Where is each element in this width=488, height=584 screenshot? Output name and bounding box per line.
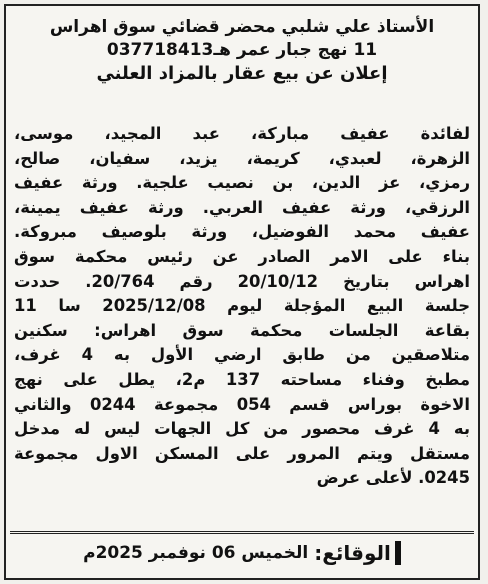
- body-line: متلاصقين من طابق ارضي الأول به 4 غرف،: [14, 345, 470, 365]
- body-line: جلسة البيع المؤجلة ليوم 2025/12/08 سا 11: [14, 296, 470, 316]
- body-line: عفيف محمد الفوضيل، ورثة بلوصيف مبروكة.: [14, 222, 470, 242]
- bailiff-address: 11 نهج جبار عمر هـ037718413: [106, 40, 378, 60]
- body-line: بقاعة الجلسات محكمة سوق اهراس: سكنين: [14, 320, 470, 340]
- body-line: الرزقي، ورثة عفيف العربي. ورثة عفيف يمينة،: [14, 197, 470, 217]
- body-line: بناء على الامر الصادر عن رئيس محكمة سوق: [14, 246, 470, 266]
- body-line: رمزي، عز الدين، بن نصيب علجية. ورثة عفيف: [14, 173, 470, 193]
- newspaper-name: الوقائع:: [314, 541, 401, 565]
- legal-notice: [4, 4, 480, 580]
- publication-date: الخميس 06 نوفمبر 2025م: [83, 543, 309, 563]
- body-line: اهراس بتاريخ 20/10/12 رقم 20/764. حددت: [14, 271, 470, 291]
- body-line: الزهرة، لعبدي، كريمة، يزيد، سفيان، صالح،: [14, 148, 470, 168]
- body-line: لفائدة عفيف مباركة، عبد المجيد، موسى،: [14, 124, 470, 143]
- notice-body: [14, 122, 470, 491]
- notice-title: إعلان عن بيع عقار بالمزاد العلني: [96, 63, 388, 84]
- body-line: مستقل ويتم المرور على المسكن الاول مجموعة: [14, 443, 470, 463]
- bailiff-name: الأستاذ علي شلبي محضر قضائي سوق اهراس: [49, 17, 435, 37]
- publication-footer: [10, 531, 474, 572]
- body-line: به 4 غرف محصور من كل الجهات ليس له مدخل: [14, 419, 470, 439]
- body-line: مطبخ وفناء مساحته 137 م2، يطل على نهج: [14, 369, 470, 389]
- body-line: 0245. لأعلى عرض: [316, 468, 470, 488]
- body-line: الاخوة بوراس قسم 054 مجموعة 0244 والثاني: [14, 394, 470, 414]
- notice-header: [6, 16, 478, 85]
